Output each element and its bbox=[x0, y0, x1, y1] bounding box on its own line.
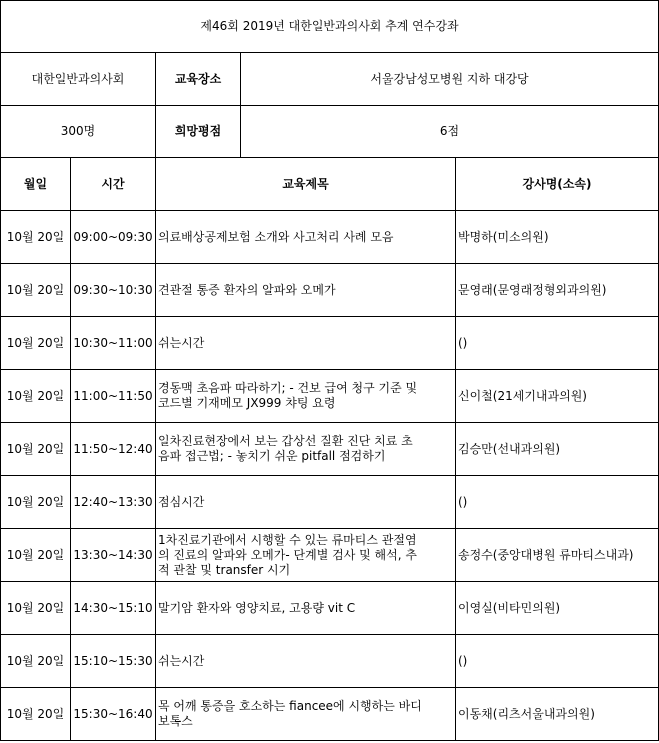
subject-line: 보톡스 bbox=[158, 714, 193, 728]
row-time: 11:00~11:50 bbox=[71, 370, 156, 423]
row-time: 15:10~15:30 bbox=[71, 635, 156, 688]
table-row bbox=[1, 423, 659, 476]
row-time: 12:40~13:30 bbox=[71, 476, 156, 529]
row-time: 09:00~09:30 bbox=[71, 211, 156, 264]
table-row bbox=[1, 370, 659, 423]
row-date: 10월 20일 bbox=[1, 582, 71, 635]
subject-line: 음파 접근법; - 놓치기 쉬운 pitfall 점검하기 bbox=[158, 449, 386, 463]
table-row bbox=[1, 317, 659, 370]
table-row bbox=[1, 476, 659, 529]
column-header-time: 시간 bbox=[71, 158, 156, 211]
schedule-body bbox=[1, 211, 659, 741]
venue-value: 서울강남성모병원 지하 대강당 bbox=[241, 53, 659, 106]
table-row bbox=[1, 529, 659, 582]
row-lecturer: 박명하(미소의원) bbox=[456, 211, 659, 264]
row-subject bbox=[156, 264, 456, 317]
column-header-lecturer: 강사명(소속) bbox=[456, 158, 659, 211]
score-label: 희망평점 bbox=[156, 106, 241, 158]
row-time: 09:30~10:30 bbox=[71, 264, 156, 317]
capacity-cell: 300명 bbox=[1, 106, 156, 158]
column-header-date: 월일 bbox=[1, 158, 71, 211]
row-subject bbox=[156, 317, 456, 370]
subject-line: 목 어깨 통증을 호소하는 fiancee에 시행하는 바디 bbox=[158, 699, 422, 713]
row-lecturer: 문영래(문영래정형외과의원) bbox=[456, 264, 659, 317]
subject-line: 쉬는시간 bbox=[158, 653, 205, 668]
row-subject bbox=[156, 529, 456, 582]
row-date: 10월 20일 bbox=[1, 635, 71, 688]
row-lecturer: 송정수(중앙대병원 류마티스내과) bbox=[456, 529, 659, 582]
column-header-subject: 교육제목 bbox=[156, 158, 456, 211]
venue-row bbox=[1, 53, 659, 106]
row-time: 14:30~15:10 bbox=[71, 582, 156, 635]
subject-line: 의 진료의 알파와 오메가- 단계별 검사 및 해석, 추 bbox=[158, 547, 417, 562]
subject-line: 견관절 통증 환자의 알파와 오메가 bbox=[158, 282, 336, 297]
row-date: 10월 20일 bbox=[1, 370, 71, 423]
row-subject bbox=[156, 688, 456, 741]
venue-label: 교육장소 bbox=[156, 53, 241, 106]
row-date: 10월 20일 bbox=[1, 476, 71, 529]
table-row bbox=[1, 635, 659, 688]
row-lecturer: () bbox=[456, 317, 659, 370]
table-row bbox=[1, 688, 659, 741]
row-time: 15:30~16:40 bbox=[71, 688, 156, 741]
row-subject bbox=[156, 211, 456, 264]
page-title: 제46회 2019년 대한일반과의사회 추계 연수강좌 bbox=[1, 1, 659, 53]
row-date: 10월 20일 bbox=[1, 423, 71, 476]
subject-line: 적 관찰 및 transfer 시기 bbox=[158, 562, 291, 577]
row-lecturer: 이동채(리츠서울내과의원) bbox=[456, 688, 659, 741]
subject-line: 일차진료현장에서 보는 갑상선 질환 진단 치료 초 bbox=[158, 434, 413, 448]
row-subject bbox=[156, 423, 456, 476]
subject-line: 1차진료기관에서 시행할 수 있는 류마티스 관절염 bbox=[158, 532, 417, 547]
column-header-row bbox=[1, 158, 659, 211]
table-row bbox=[1, 211, 659, 264]
row-subject bbox=[156, 370, 456, 423]
row-date: 10월 20일 bbox=[1, 688, 71, 741]
row-time: 13:30~14:30 bbox=[71, 529, 156, 582]
subject-line: 코드별 기재메모 JX999 챠팅 요령 bbox=[158, 396, 336, 410]
capacity-row bbox=[1, 106, 659, 158]
row-time: 11:50~12:40 bbox=[71, 423, 156, 476]
row-lecturer: 김승만(선내과의원) bbox=[456, 423, 659, 476]
row-lecturer: () bbox=[456, 635, 659, 688]
score-value: 6점 bbox=[241, 106, 659, 158]
row-date: 10월 20일 bbox=[1, 264, 71, 317]
table-row bbox=[1, 264, 659, 317]
row-date: 10월 20일 bbox=[1, 317, 71, 370]
row-lecturer: 신이철(21세기내과의원) bbox=[456, 370, 659, 423]
subject-line: 경동맥 초음파 따라하기; - 건보 급여 청구 기준 및 bbox=[158, 381, 418, 395]
row-time: 10:30~11:00 bbox=[71, 317, 156, 370]
organizer-cell: 대한일반과의사회 bbox=[1, 53, 156, 106]
table-row bbox=[1, 582, 659, 635]
title-row bbox=[1, 1, 659, 53]
subject-line: 의료배상공제보험 소개와 사고처리 사례 모음 bbox=[158, 229, 394, 244]
row-date: 10월 20일 bbox=[1, 211, 71, 264]
subject-line: 점심시간 bbox=[158, 494, 205, 509]
row-subject bbox=[156, 476, 456, 529]
subject-line: 말기암 환자와 영양치료, 고용량 vit C bbox=[158, 600, 356, 615]
row-lecturer: () bbox=[456, 476, 659, 529]
subject-line: 쉬는시간 bbox=[158, 335, 205, 350]
row-subject bbox=[156, 635, 456, 688]
row-lecturer: 이영실(비타민의원) bbox=[456, 582, 659, 635]
row-date: 10월 20일 bbox=[1, 529, 71, 582]
row-subject bbox=[156, 582, 456, 635]
